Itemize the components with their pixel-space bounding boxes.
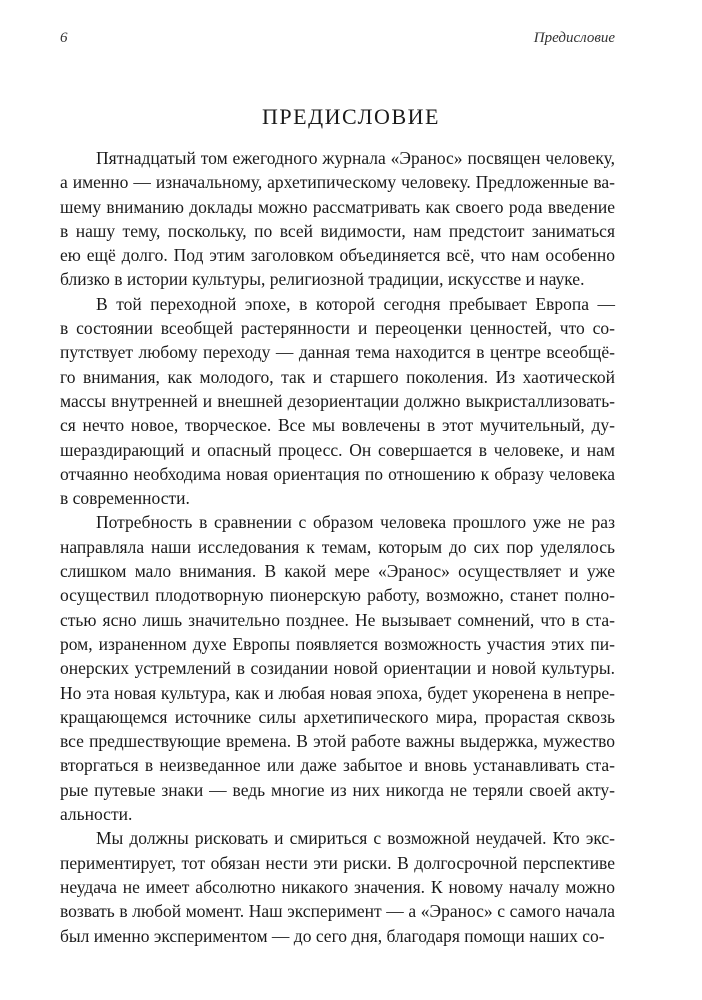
running-head <box>0 30 702 50</box>
text-line: шераздирающий и опасный процесс. Он совершается в человеке, и нам <box>60 439 615 460</box>
text-line: Мы должны рисковать и смириться с возможной неудачей. Кто экс- <box>96 828 615 849</box>
text-line: массы внутренней и внешней дезориентации должно выкристаллизовать- <box>60 390 615 411</box>
text-line: в нашу тему, поскольку, по всей видимости, нам предстоит заниматься <box>60 220 615 241</box>
text-line: Пятнадцатый том ежегодного журнала «Эранос» посвящен человеку, <box>96 148 615 168</box>
text-line: рые путевые знаки — ведь многие из них никогда не теряли своей акту- <box>60 779 615 800</box>
text-line: го внимания, как молодого, так и старшего поколения. Из хаотической <box>60 366 615 387</box>
text-line: альности. <box>60 804 133 825</box>
text-line: шему вниманию доклады можно рассматривать как своего рода введение <box>60 196 615 217</box>
text-line: отчаянно необходима новая ориентация по отношению к образу человека <box>60 463 615 484</box>
text-line: близко в истории культуры, религиозной традиции, искусстве и науке. <box>60 269 585 290</box>
text-line: в состоянии всеобщей растерянности и переоценки ценностей, что со- <box>60 318 615 339</box>
text-line: ею ещё долго. Под этим заголовком объединяется всё, что нам особенно <box>60 245 615 266</box>
running-title: Предисловие <box>533 30 615 46</box>
text-line: осуществил плодотворную пионерскую работу, возможно, станет полно- <box>60 585 615 606</box>
text-line: возвать в любой момент. Наш эксперимент — а «Эранос» с самого начала <box>60 901 615 922</box>
text-line: стью ясно лишь значительно позднее. Не вызывает сомнений, что в ста- <box>60 609 615 630</box>
text-line: кращающемся источнике силы архетипического мира, прорастая сквозь <box>60 706 615 727</box>
text-line: ром, израненном духе Европы появляется возможность участия этих пи- <box>60 633 615 654</box>
text-line: направляла наши исследования к темам, которым до сих пор уделялось <box>60 536 615 557</box>
text-line: был именно экспериментом — до сего дня, благодаря помощи наших со- <box>60 925 605 946</box>
body-text <box>60 146 615 948</box>
text-line: Потребность в сравнении с образом человека прошлого уже не раз <box>96 512 615 533</box>
chapter-title: ПРЕДИСЛОВИЕ <box>262 104 440 129</box>
text-line: в современности. <box>60 488 190 509</box>
text-line: периментирует, тот обязан нести эти риски. В долгосрочной перспективе <box>60 852 615 873</box>
text-line: все предшествующие времена. В этой работе важны выдержка, мужество <box>60 731 615 752</box>
page-number: 6 <box>60 30 68 46</box>
text-line: онерских устремлений в созидании новой ориентации и новой культуры. <box>60 658 615 679</box>
text-line: Но эта новая культура, как и любая новая эпоха, будет укоренена в непре- <box>60 682 615 703</box>
text-line: слишком мало внимания. В какой мере «Эранос» осуществляет и уже <box>60 561 615 582</box>
text-line: а именно — изначальному, архетипическому человеку. Предложенные ва- <box>60 172 615 193</box>
text-line: ся нечто новое, творческое. Все мы вовлечены в этот мучительный, ду- <box>60 415 615 436</box>
text-line: путствует любому переходу — данная тема находится в центре всеобщё- <box>60 342 615 363</box>
text-line: вторгаться в неизведанное или даже забытое и вновь устанавливать ста- <box>60 755 615 776</box>
text-line: неудача не имеет абсолютно никакого значения. К новому началу можно <box>60 876 615 897</box>
text-line: В той переходной эпохе, в которой сегодня пребывает Европа — <box>96 293 615 314</box>
